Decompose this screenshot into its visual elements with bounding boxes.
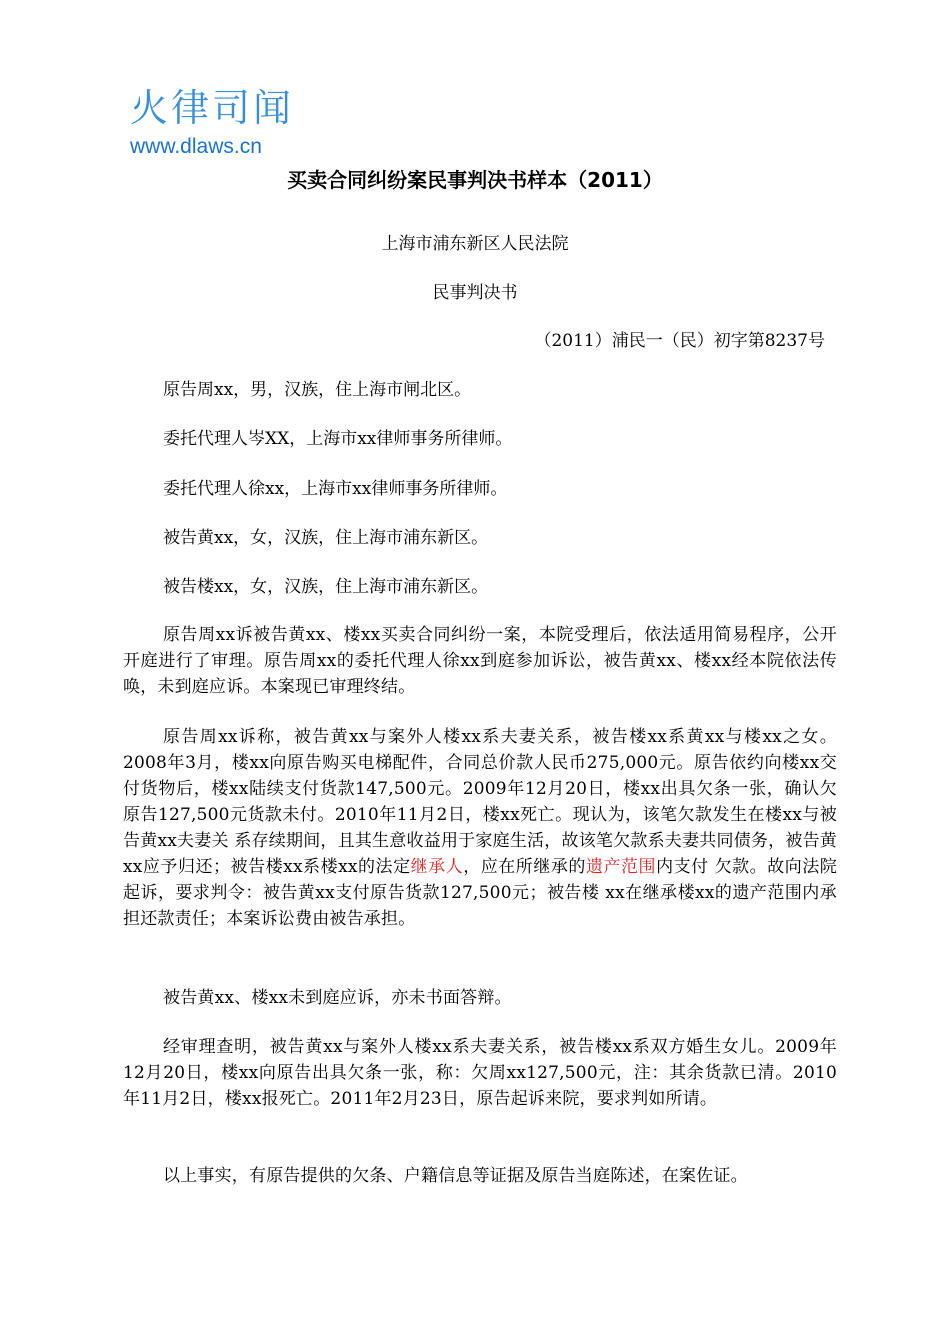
court-name: 上海市浦东新区人民法院: [381, 234, 569, 254]
link-estate-scope[interactable]: 遗产范围: [585, 857, 657, 877]
logo-name: 火律司闻: [130, 86, 295, 130]
site-logo: [130, 86, 294, 160]
claim-text-a: 原告周xx诉称，被告黄xx与案外人楼xx系夫妻关系，被告楼xx系黄xx与楼xx之女。2008年3月，楼xx向原告购买电梯配件，合同总价款人民币275,000元。原告依约向楼xx交付货物后，楼xx陆续支付货款147,500元。2009年12月20日，楼xx出具欠条一张，确认欠原告127,500元货款未付。2010年11月2日，楼xx死亡。现认为，该笔欠款发生在楼xx与被告黄xx夫妻关 系存续期间，且其生意收益用于家庭生活，故该笔欠款系夫妻共同债务，被告黄 xx应予归还；被告楼xx系楼xx的法定: [123, 727, 837, 877]
paragraph-evidence: 以上事实，有原告提供的欠条、户籍信息等证据及原告当庭陈述，在案佐证。: [163, 1166, 748, 1186]
party-defendant-1: 被告黄xx，女，汉族，住上海市浦东新区。: [163, 528, 489, 548]
link-heir[interactable]: 继承人: [410, 857, 464, 877]
document-type: 民事判决书: [432, 283, 518, 303]
logo-url[interactable]: www.dlaws.cn: [130, 135, 262, 158]
paragraph-case-intro: 原告周xx诉被告黄xx、楼xx买卖合同纠纷一案，本院受理后，依法适用简易程序，公开开庭进行了审理。原告周xx的委托代理人徐xx到庭参加诉讼，被告黄xx、楼xx经本院依法传唤，未到庭应诉。本案现已审理终结。: [123, 625, 837, 697]
paragraph-plaintiff-claim: [123, 724, 837, 932]
case-number: （2011）浦民一（民）初字第8237号: [534, 331, 825, 351]
document-title: 买卖合同纠纷案民事判决书样本（2011）: [287, 168, 663, 192]
party-plaintiff: 原告周xx，男，汉族，住上海市闸北区。: [163, 380, 472, 400]
paragraph-defendant-absent: 被告黄xx、楼xx未到庭应诉，亦未书面答辩。: [163, 988, 512, 1008]
party-defendant-2: 被告楼xx，女，汉族，住上海市浦东新区。: [163, 577, 489, 597]
paragraph-findings: 经审理查明，被告黄xx与案外人楼xx系夫妻关系，被告楼xx系双方婚生女儿。2009年12月20日，楼xx向原告出具欠条一张，称：欠周xx127,500元，注：其余货款已清。2010年11月2日，楼xx报死亡。2011年2月23日，原告起诉来院，要求判如所请。: [123, 1037, 837, 1109]
party-agent-1: 委托代理人岑XX，上海市xx律师事务所律师。: [163, 429, 513, 449]
claim-text-c: 内支付 欠款。故向法院起诉，要求判令：被告黄xx支付原告货款127,500元；被告楼 xx在继承楼xx的遗产范围内承担还款责任；本案诉讼费由被告承担。: [123, 857, 837, 929]
party-agent-2: 委托代理人徐xx，上海市xx律师事务所律师。: [163, 479, 508, 499]
claim-text-b: ，应在所继承的: [463, 857, 586, 877]
